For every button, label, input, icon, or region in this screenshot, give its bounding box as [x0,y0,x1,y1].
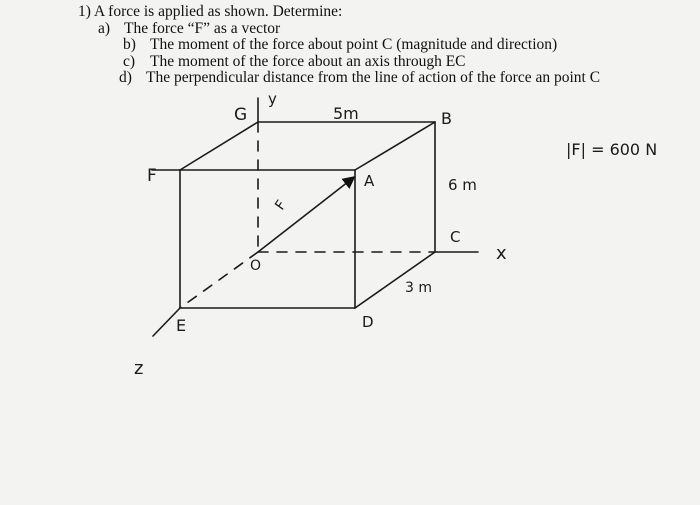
label-force-f: F [272,197,290,214]
label-a: A [364,172,375,190]
part-text: The moment of the force about point C (magnitude and direction) [150,36,558,53]
edge-recede-top-left [180,122,258,170]
label-b: B [441,109,452,128]
label-d: D [362,313,374,331]
part-letter: a) [98,19,111,37]
label-x-axis: x [496,243,507,264]
problem-stem-text: A force is applied as shown. Determine: [93,3,343,20]
label-e: E [176,316,187,335]
part-letter: c) [123,52,136,70]
label-z-axis: z [134,358,144,379]
label-height-6m: 6 m [448,176,477,194]
label-depth-3m: 3 m [405,280,432,296]
part-letter: d) [119,69,132,86]
part-letter: b) [123,36,136,53]
label-force-magnitude: |F| = 600 N [566,140,658,159]
edge-recede-top-right [355,122,435,170]
label-width-5m: 5m [333,104,359,123]
label-o: O [250,258,262,274]
part-text: The perpendicular distance from the line of action of the force an point C [146,69,601,86]
label-f: F [147,166,157,186]
problem-number: 1) [78,3,91,20]
part-text: The force “F” as a vector [124,19,281,37]
label-g: G [234,105,248,125]
label-c: C [450,228,461,246]
part-text: The moment of the force about an axis through EC [150,52,466,70]
force-line [258,178,353,252]
edge-hidden-recede [180,252,258,308]
label-y-axis: y [268,90,277,108]
